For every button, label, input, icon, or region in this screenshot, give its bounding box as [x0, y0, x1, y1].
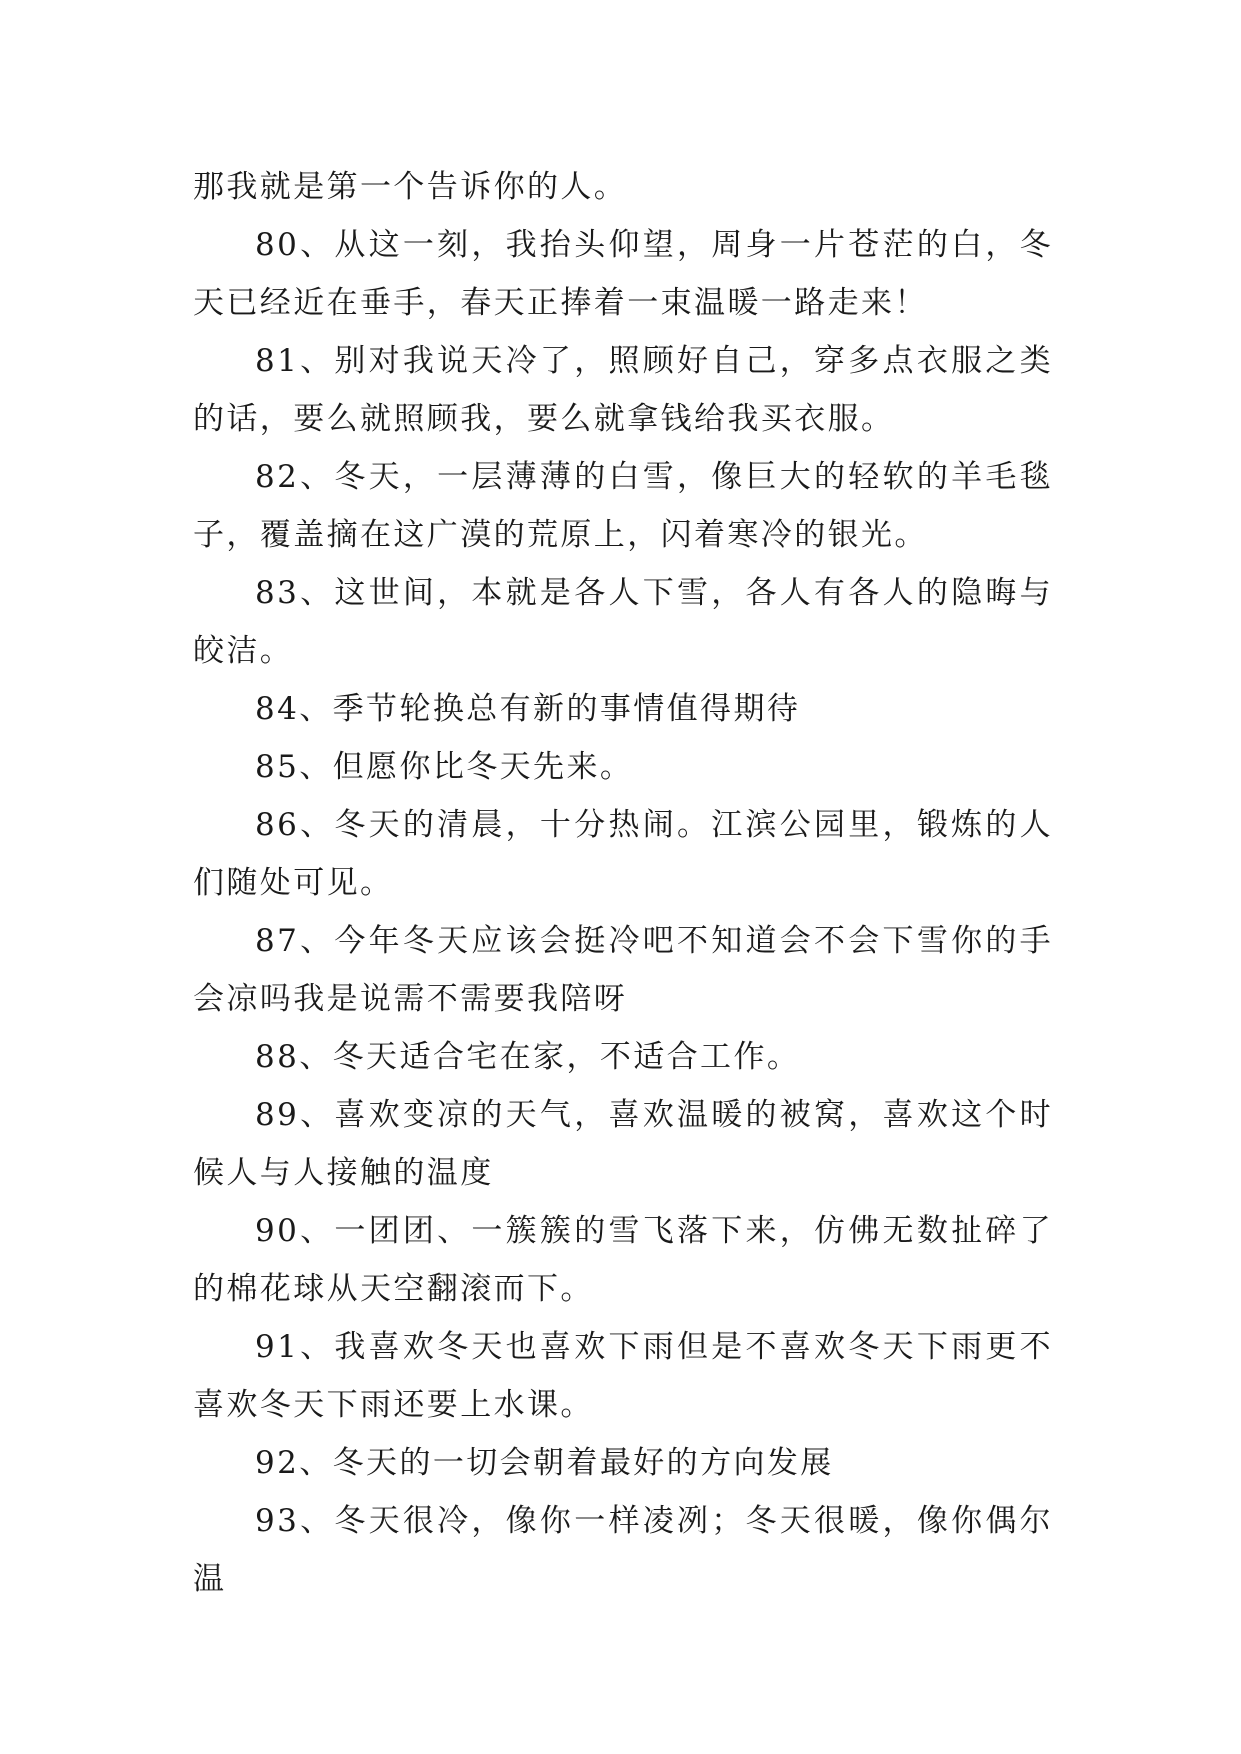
document-body — [193, 158, 1053, 1608]
paragraph: 81、别对我说天冷了，照顾好自己，穿多点衣服之类的话，要么就照顾我，要么就拿钱给我买衣服。 — [193, 343, 1053, 437]
paragraph: 88、冬天适合宅在家，不适合工作。 — [255, 1039, 801, 1075]
paragraph: 87、今年冬天应该会挺冷吧不知道会不会下雪你的手会凉吗我是说需不需要我陪呀 — [193, 923, 1053, 1017]
paragraph: 82、冬天，一层薄薄的白雪，像巨大的轻软的羊毛毯子，覆盖摘在这广漠的荒原上，闪着寒冷的银光。 — [193, 459, 1053, 553]
paragraph: 83、这世间，本就是各人下雪，各人有各人的隐晦与皎洁。 — [193, 575, 1053, 669]
paragraph: 91、我喜欢冬天也喜欢下雨但是不喜欢冬天下雨更不喜欢冬天下雨还要上水课。 — [193, 1329, 1053, 1423]
paragraph: 90、一团团、一簇簇的雪飞落下来，仿佛无数扯碎了的棉花球从天空翻滚而下。 — [193, 1213, 1053, 1307]
paragraph: 89、喜欢变凉的天气，喜欢温暖的被窝，喜欢这个时候人与人接触的温度 — [193, 1097, 1053, 1191]
paragraph: 85、但愿你比冬天先来。 — [255, 749, 634, 785]
paragraph: 93、冬天很冷，像你一样凌冽；冬天很暖，像你偶尔温 — [193, 1503, 1053, 1597]
paragraph: 86、冬天的清晨，十分热闹。江滨公园里，锻炼的人们随处可见。 — [193, 807, 1053, 901]
paragraph: 92、冬天的一切会朝着最好的方向发展 — [255, 1445, 834, 1481]
paragraph: 80、从这一刻，我抬头仰望，周身一片苍茫的白，冬天已经近在垂手，春天正捧着一束温暖一路走来！ — [193, 227, 1053, 321]
paragraph: 84、季节轮换总有新的事情值得期待 — [255, 691, 801, 727]
paragraph: 那我就是第一个告诉你的人。 — [193, 169, 628, 205]
